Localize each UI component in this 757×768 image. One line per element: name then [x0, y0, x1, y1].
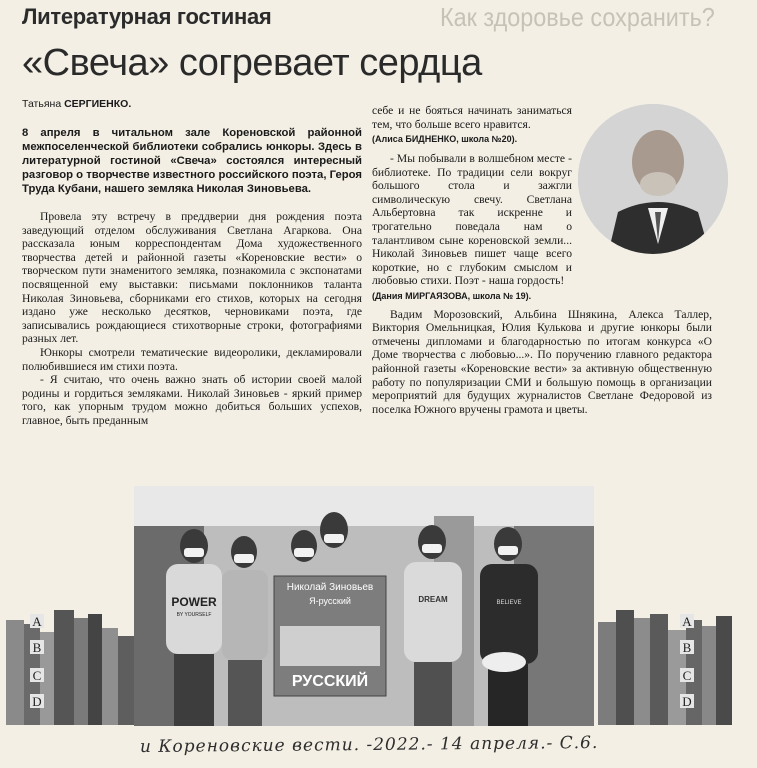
paragraph: себе и не бояться начинать заниматься тем, что больше всего нравится.	[372, 104, 572, 131]
lead-paragraph: 8 апреля в читальном зале Кореновской районной межпоселенческой библиотеки собрались юнкоры. Здесь в литературной гостиной «Свеча» состоялся интересный разговор о творчестве известного российского поэта, Героя Труда Кубани, нашего земляка Николая Зиновьева.	[22, 127, 362, 195]
byline	[22, 98, 131, 110]
paragraph: Юнкоры смотрели тематические видеоролики, декламировали полюбившиеся им стихи поэта.	[22, 345, 362, 373]
group-photo	[134, 486, 594, 726]
handwritten-source-note: и Кореновские вести. -2022.- 14 апреля.- С.6.	[139, 733, 599, 757]
shirt-text: POWER	[171, 595, 217, 609]
book-letter: D	[682, 694, 692, 709]
book-letter: A	[32, 614, 42, 629]
book-letter: C	[682, 668, 692, 683]
byline-first: Татьяна	[22, 98, 62, 110]
paragraph: Вадим Морозовский, Альбина Шнякина, Алекса Таллер, Виктория Омельницкая, Юлия Кулькова и другие юнкоры были отмечены дипломами и благодарностью по итогам конкурса «О Доме творчества с любовью...». По поручению главного редактора районной газеты «Кореновские вести» за активную общественную работу по популяризации СМИ и большую помощь в организации мероприятий для будущих журналистов Светлане Федоровой из поселка Южного вручены грамота и цветы.	[372, 307, 712, 416]
decorative-books-right	[598, 610, 738, 725]
book-letter: A	[682, 614, 692, 629]
book-letter: B	[682, 640, 692, 655]
article-column-2	[372, 104, 572, 151]
shirt-text: DREAM	[418, 595, 448, 604]
paragraph: Провела эту встречу в преддверии дня рождения поэта заведующий отделом обслуживания Светлана Агаркова. Она рассказала юным корреспондентам Дома художественного творчества детей и районной газеты «Кореновские вести» о творческом пути знаменитого земляка, познакомила с экспонатами посвященной ему выставки: письмами поклонников таланта Николая Зиновьева, сборниками его стихов, которых на сегодня издано уже несколько десятков, черновиками поэта, где записывались рождающиеся стихотворные строки, фотографиями разных лет.	[22, 210, 362, 346]
shirt-subtext: BY YOURSELF	[176, 612, 212, 618]
section-rubric: Литературная гостиная	[22, 4, 272, 29]
decorative-books-left	[6, 610, 134, 725]
signature: (Дания МИРГАЯЗОВА, школа № 19).	[372, 290, 532, 301]
paragraph: - Я считаю, что очень важно знать об истории своей малой родины и гордиться земляками. Николай Зиновьев - яркий пример того, как упорным трудом можно добиться больших успехов, главное, быть преданным	[22, 373, 362, 427]
byline-last: СЕРГИЕНКО.	[64, 98, 132, 110]
poster-title: Николай Зиновьев	[286, 582, 374, 593]
signature: (Алиса БИДНЕНКО, школа №20).	[372, 134, 518, 145]
article-headline: «Свеча» согревает сердца	[22, 42, 482, 84]
paragraph: - Мы побывали в волшебном месте - библиотеке. По традиции сели вокруг большого стола и зажгли символическую свечу. Светлана Альбертовна так искренне и трогательно поведала нам о талантливом сыне кореновской земли... Николай Зиновьев пишет чаще всего короткие, но с глубоким смыслом и любовью стихи. Поэт - наша гордость!	[372, 152, 572, 288]
poster-subtitle: Я-русский	[309, 596, 351, 606]
poster-big-word: РУССКИЙ	[291, 673, 369, 690]
bleed-through-text: Как здоровье сохранить?	[440, 2, 715, 32]
book-letter: C	[32, 668, 42, 683]
article-column-2-wide	[372, 152, 712, 416]
shirt-text: BELIEVE	[496, 600, 522, 606]
book-letter: D	[32, 694, 42, 709]
book-letter: B	[32, 640, 42, 655]
article-column-1	[22, 126, 362, 428]
